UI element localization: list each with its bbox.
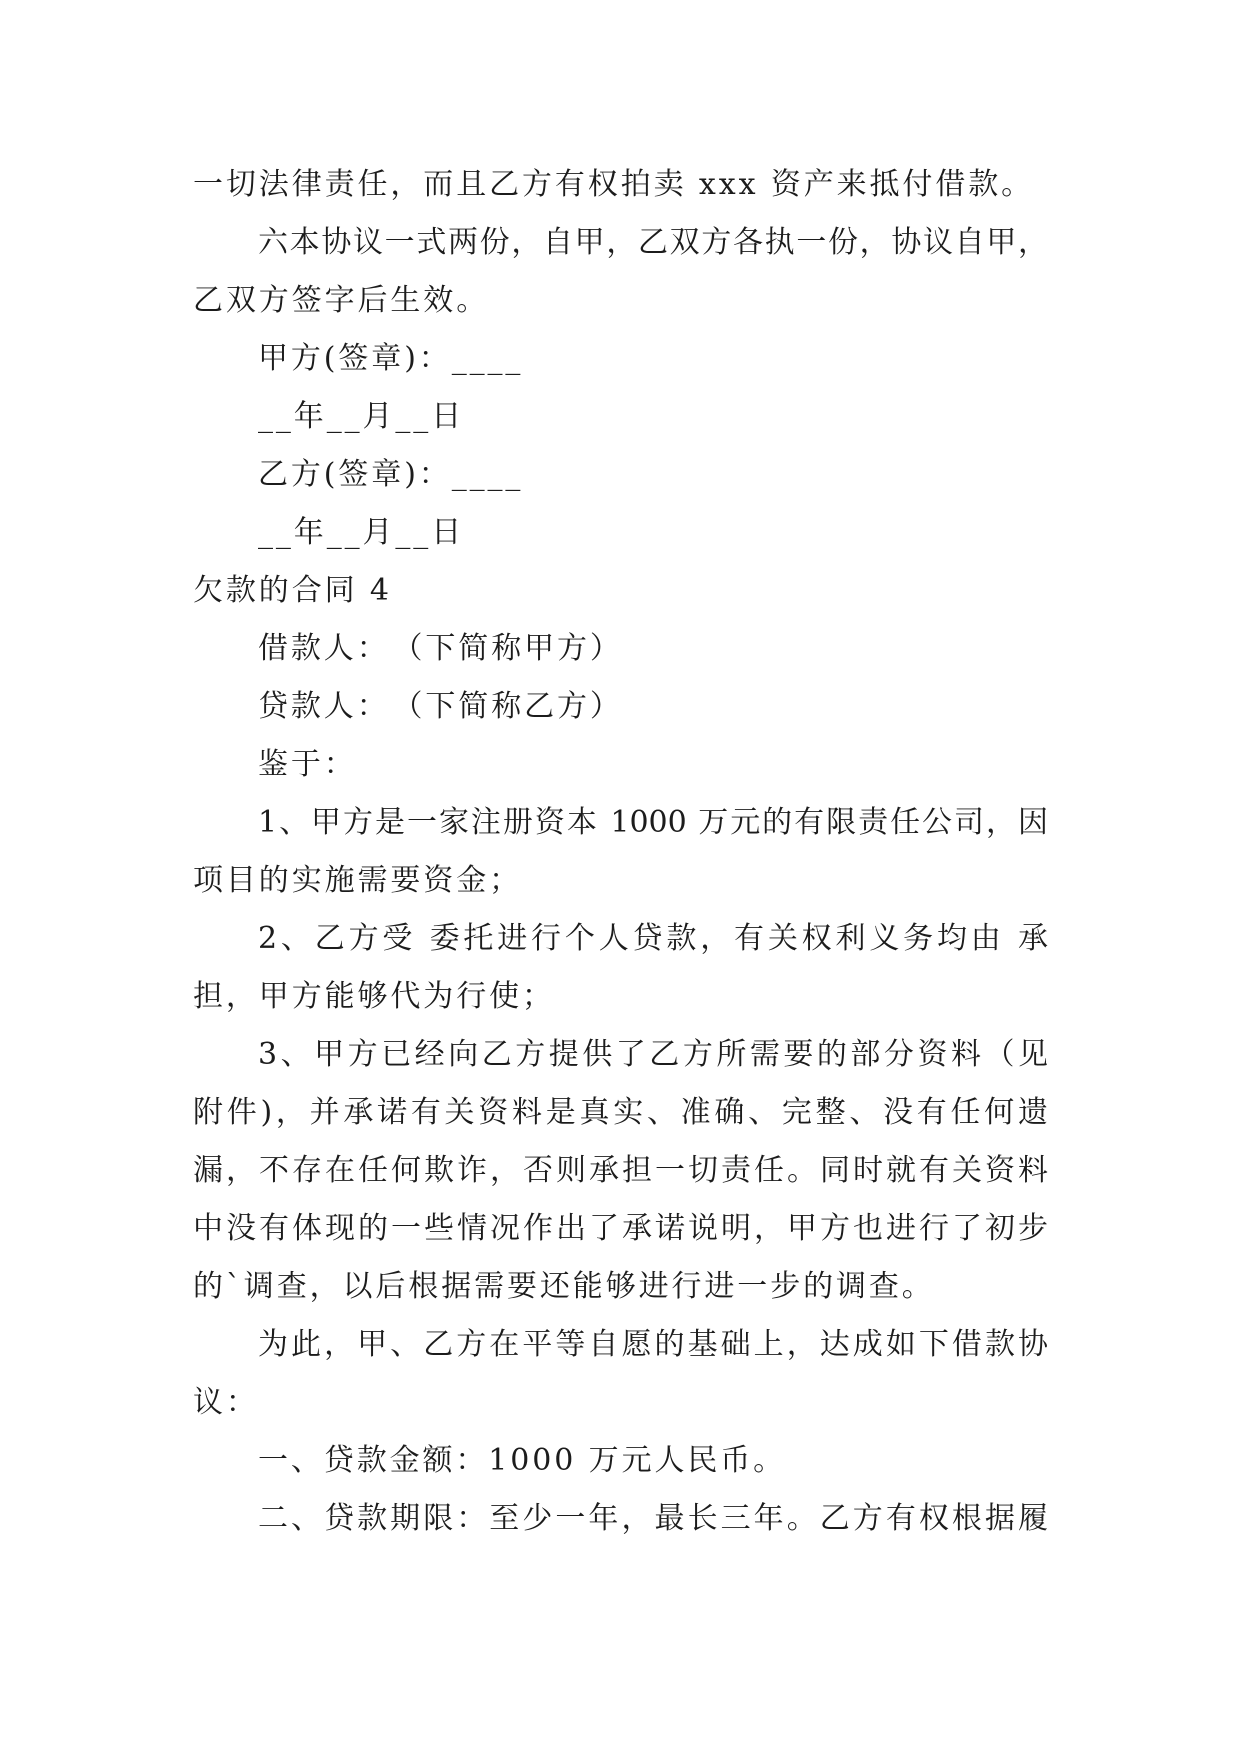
recital-1-line-2: 项目的实施需要资金； — [193, 863, 522, 898]
loan-amount-line: 一、贷款金额：1000 万元人民币。 — [258, 1443, 787, 1478]
recital-3-line-4: 中没有体现的一些情况作出了承诺说明，甲方也进行了初步 — [193, 1211, 1048, 1246]
agreement-intro-line-2: 议： — [193, 1385, 259, 1420]
recital-3-line-5: 的`调查，以后根据需要还能够进行进一步的调查。 — [193, 1269, 935, 1304]
party-b-date-line: __年__月__日 — [258, 515, 465, 550]
party-a-date-line: __年__月__日 — [258, 399, 465, 434]
recital-2-line-2: 担，甲方能够代为行使； — [193, 979, 555, 1014]
recital-3-line-2: 附件)，并承诺有关资料是真实、准确、完整、没有任何遗 — [193, 1095, 1048, 1130]
whereas-heading: 鉴于： — [258, 747, 357, 782]
lender-line: 贷款人： （下简称乙方） — [258, 689, 623, 724]
clause-continuation-line: 一切法律责任，而且乙方有权拍卖 xxx 资产来抵付借款。 — [193, 167, 1035, 202]
recital-2-line-1: 2、乙方受 委托进行个人贷款，有关权利义务均由 承 — [258, 921, 1048, 956]
recital-3-line-3: 漏，不存在任何欺诈，否则承担一切责任。同时就有关资料 — [193, 1153, 1048, 1188]
loan-term-line: 二、贷款期限：至少一年，最长三年。乙方有权根据履 — [258, 1501, 1048, 1536]
contract-section-title: 欠款的合同 4 — [193, 573, 392, 608]
borrower-line: 借款人： （下简称甲方） — [258, 631, 623, 666]
agreement-intro-line-1: 为此，甲、乙方在平等自愿的基础上，达成如下借款协 — [258, 1327, 1048, 1362]
clause-six-line-1: 六本协议一式两份，自甲，乙双方各执一份，协议自甲， — [258, 225, 1048, 260]
recital-3-line-1: 3、甲方已经向乙方提供了乙方所需要的部分资料（见 — [258, 1037, 1048, 1072]
party-a-signature-line: 甲方(签章)：____ — [258, 341, 524, 376]
party-b-signature-line: 乙方(签章)：____ — [258, 457, 524, 492]
clause-six-line-2: 乙双方签字后生效。 — [193, 283, 490, 318]
recital-1-line-1: 1、甲方是一家注册资本 1000 万元的有限责任公司，因 — [258, 805, 1048, 840]
